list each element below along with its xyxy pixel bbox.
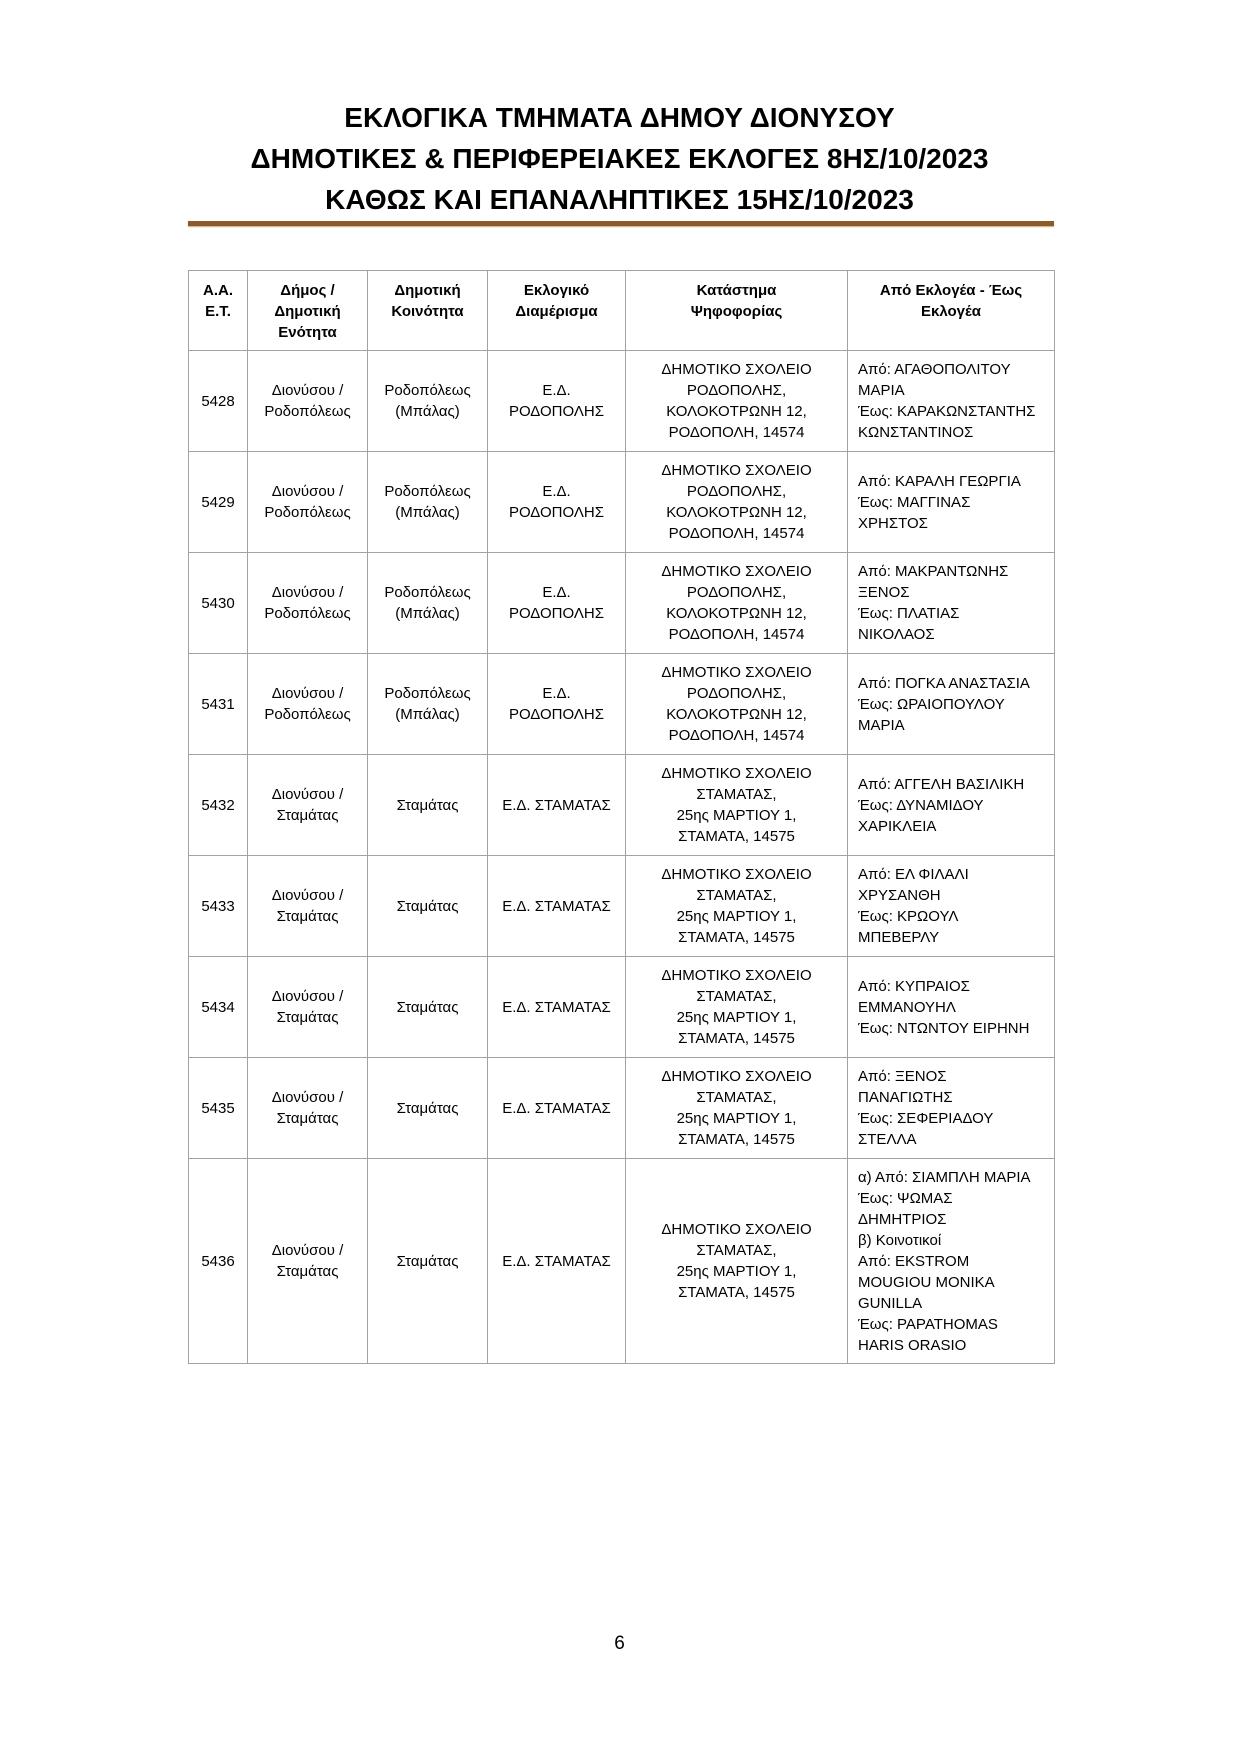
cell-line: Ροδοπόλεως	[264, 605, 351, 622]
cell-community	[368, 654, 488, 755]
cell-line: ΣΤΑΜΑΤΑΣ,	[696, 1089, 777, 1106]
cell-line: Ροδοπόλεως	[384, 382, 471, 399]
cell-line: Έως: ΚΑΡΑΚΩΝΣΤΑΝΤΗΣ	[858, 403, 1036, 420]
cell-line: Σταμάτας	[276, 1110, 339, 1127]
cell-line: Διονύσου /	[271, 786, 344, 803]
cell-line: α) Από: ΣΙΑΜΠΛΗ ΜΑΡΙΑ	[858, 1168, 1031, 1186]
cell-line: ΡΟΔΟΠΟΛΗΣ	[508, 403, 605, 420]
cell-section-number	[189, 1058, 248, 1159]
cell-polling-station	[626, 755, 848, 856]
table-row	[189, 553, 1055, 654]
cell-electoral-district	[488, 654, 626, 755]
cell-voter-range	[848, 351, 1055, 452]
cell-line: Ροδοπόλεως	[384, 685, 471, 702]
cell-line: Διονύσου /	[271, 988, 344, 1005]
cell-community	[368, 856, 488, 957]
cell-polling-station	[626, 957, 848, 1058]
cell-line: 5430	[201, 594, 235, 612]
cell-voter-range	[848, 957, 1055, 1058]
cell-electoral-district	[488, 856, 626, 957]
cell-line: Έως: PAPATHOMAS	[858, 1315, 998, 1333]
cell-line: Ροδοπόλεως	[264, 706, 351, 723]
table-row	[189, 1159, 1055, 1364]
cell-line: ΣΤΑΜΑΤΑ, 14575	[678, 1030, 795, 1047]
cell-voter-range	[848, 452, 1055, 553]
cell-electoral-district	[488, 452, 626, 553]
cell-line: Σταμάτας	[396, 897, 459, 915]
cell-line: Ε.Δ.	[542, 685, 571, 702]
column-header-municipality-unit	[248, 271, 368, 351]
cell-polling-station	[626, 1159, 848, 1364]
column-header-line: Κατάστημα	[696, 282, 777, 299]
cell-community	[368, 452, 488, 553]
cell-line: Σταμάτας	[276, 807, 339, 824]
cell-line: 5434	[201, 998, 235, 1016]
cell-line: Σταμάτας	[396, 998, 459, 1016]
cell-polling-station	[626, 553, 848, 654]
column-header-line: Δημοτική	[394, 282, 461, 299]
cell-electoral-district	[488, 755, 626, 856]
cell-section-number	[189, 957, 248, 1058]
column-header-line: Δήμος /	[280, 282, 335, 299]
cell-line: ΣΤΑΜΑΤΑΣ,	[696, 1242, 777, 1259]
cell-line: Ε.Δ. ΣΤΑΜΑΤΑΣ	[502, 1099, 611, 1117]
cell-line: ΜΑΡΙΑ	[858, 382, 905, 399]
column-header-polling-station	[626, 271, 848, 351]
cell-line: β) Κοινοτικοί	[858, 1231, 942, 1249]
title-divider	[188, 221, 1054, 226]
cell-polling-station	[626, 654, 848, 755]
cell-line: Ροδοπόλεως	[264, 403, 351, 420]
cell-line: Ε.Δ.	[542, 584, 571, 601]
cell-line: HARIS ORASIO	[858, 1336, 967, 1354]
cell-line: GUNILLA	[858, 1294, 923, 1312]
cell-line: 25ης ΜΑΡΤΙΟΥ 1,	[676, 1110, 797, 1127]
cell-line: 5432	[201, 796, 235, 814]
cell-voter-range	[848, 1058, 1055, 1159]
column-header-section-number	[189, 271, 248, 351]
cell-voter-range	[848, 553, 1055, 654]
cell-line: Από: ΑΓΓΕΛΗ ΒΑΣΙΛΙΚΗ	[858, 775, 1025, 793]
cell-line: ΕΜΜΑΝΟΥΗΛ	[858, 998, 956, 1016]
cell-line: Ε.Δ.	[542, 483, 571, 500]
cell-line: ΣΤΑΜΑΤΑ, 14575	[678, 1131, 795, 1148]
cell-line: ΔΗΜΟΤΙΚΟ ΣΧΟΛΕΙΟ	[661, 866, 812, 883]
polling-sections-table	[188, 270, 1055, 1364]
cell-electoral-district	[488, 351, 626, 452]
cell-municipality-unit	[248, 755, 368, 856]
cell-line: Έως: ΔΥΝΑΜΙΔΟΥ	[858, 796, 984, 814]
cell-line: 25ης ΜΑΡΤΙΟΥ 1,	[676, 908, 797, 925]
cell-line: ΜΑΡΙΑ	[858, 716, 905, 734]
cell-voter-range	[848, 755, 1055, 856]
cell-line: ΝΙΚΟΛΑΟΣ	[858, 626, 935, 643]
cell-line: 5428	[201, 392, 235, 410]
cell-electoral-district	[488, 957, 626, 1058]
cell-line: Σταμάτας	[396, 1099, 459, 1117]
cell-line: (Μπάλας)	[395, 706, 460, 723]
column-header-line: Εκλογικό	[523, 282, 590, 299]
cell-line: Ροδοπόλεως	[384, 483, 471, 500]
column-header-line: Εκλογέα	[920, 303, 982, 320]
cell-line: Από: ΚΑΡΑΛΗ ΓΕΩΡΓΙΑ	[858, 472, 1021, 490]
cell-line: Διονύσου /	[271, 382, 344, 399]
cell-line: MOUGIOU MONIKA	[858, 1273, 995, 1291]
cell-line: ΡΟΔΟΠΟΛΗΣ,	[686, 584, 787, 601]
cell-line: ΔΗΜΟΤΙΚΟ ΣΧΟΛΕΙΟ	[661, 462, 812, 479]
cell-line: ΡΟΔΟΠΟΛΗ, 14574	[668, 424, 805, 441]
cell-line: ΞΕΝΟΣ	[858, 584, 910, 601]
table-body	[189, 351, 1055, 1364]
cell-voter-range	[848, 1159, 1055, 1364]
cell-line: Ε.Δ. ΣΤΑΜΑΤΑΣ	[502, 796, 611, 814]
cell-line: Έως: ΜΑΓΓΙΝΑΣ	[858, 493, 971, 511]
cell-line: ΡΟΔΟΠΟΛΗΣ	[508, 605, 605, 622]
cell-community	[368, 351, 488, 452]
cell-line: ΠΑΝΑΓΙΩΤΗΣ	[858, 1089, 953, 1106]
cell-line: Έως: ΝΤΩΝΤΟΥ ΕΙΡΗΝΗ	[858, 1019, 1030, 1037]
cell-electoral-district	[488, 1058, 626, 1159]
cell-line: ΔΗΜΟΤΙΚΟ ΣΧΟΛΕΙΟ	[661, 765, 812, 782]
cell-line: Από: EKSTROM	[858, 1252, 970, 1270]
cell-section-number	[189, 351, 248, 452]
cell-line: Έως: ΣΕΦΕΡΙΑΔΟΥ	[858, 1110, 994, 1127]
cell-community	[368, 1159, 488, 1364]
cell-line: Από: ΑΓΑΘΟΠΟΛΙΤΟΥ	[858, 361, 1011, 378]
cell-line: Από: ΜΑΚΡΑΝΤΩΝΗΣ	[858, 563, 1009, 580]
cell-line: Διονύσου /	[271, 483, 344, 500]
cell-electoral-district	[488, 553, 626, 654]
cell-line: ΧΡΥΣΑΝΘΗ	[858, 887, 941, 904]
cell-municipality-unit	[248, 856, 368, 957]
cell-polling-station	[626, 856, 848, 957]
cell-section-number	[189, 856, 248, 957]
cell-line: (Μπάλας)	[395, 403, 460, 420]
cell-electoral-district	[488, 1159, 626, 1364]
cell-line: Διονύσου /	[271, 685, 344, 702]
cell-line: (Μπάλας)	[395, 605, 460, 622]
cell-line: ΣΤΑΜΑΤΑ, 14575	[678, 929, 795, 946]
cell-polling-station	[626, 1058, 848, 1159]
cell-community	[368, 957, 488, 1058]
cell-line: ΜΠΕΒΕΡΛΥ	[858, 929, 940, 946]
cell-line: 5435	[201, 1099, 235, 1117]
column-header-line: Δημοτική	[274, 303, 341, 320]
column-header-line: Από Εκλογέα - Έως	[879, 282, 1023, 299]
cell-line: ΡΟΔΟΠΟΛΗΣ	[508, 706, 605, 723]
table-header	[189, 271, 1055, 351]
cell-line: ΡΟΔΟΠΟΛΗΣ,	[686, 685, 787, 702]
cell-section-number	[189, 654, 248, 755]
cell-line: Έως: ΚΡΩΟΥΛ	[858, 908, 959, 925]
table-row	[189, 856, 1055, 957]
cell-line: ΧΡΗΣΤΟΣ	[858, 514, 928, 532]
header-row	[189, 271, 1055, 351]
cell-line: ΣΤΕΛΛΑ	[858, 1131, 917, 1148]
cell-section-number	[189, 1159, 248, 1364]
cell-line: 25ης ΜΑΡΤΙΟΥ 1,	[676, 1009, 797, 1026]
cell-line: 5431	[201, 695, 235, 713]
cell-line: ΡΟΔΟΠΟΛΗΣ,	[686, 382, 787, 399]
cell-line: ΔΗΜΟΤΙΚΟ ΣΧΟΛΕΙΟ	[661, 563, 812, 580]
cell-line: ΣΤΑΜΑΤΑΣ,	[696, 786, 777, 803]
title-line: ΔΗΜΟΤΙΚΕΣ & ΠΕΡΙΦΕΡΕΙΑΚΕΣ ΕΚΛΟΓΕΣ 8ΗΣ/10/2023	[250, 143, 989, 174]
cell-municipality-unit	[248, 452, 368, 553]
cell-section-number	[189, 755, 248, 856]
cell-line: Ροδοπόλεως	[264, 504, 351, 521]
column-header-line: Κοινότητα	[391, 303, 464, 320]
column-header-community	[368, 271, 488, 351]
cell-line: ΣΤΑΜΑΤΑΣ,	[696, 887, 777, 904]
cell-line: ΔΗΜΗΤΡΙΟΣ	[858, 1210, 947, 1228]
cell-line: Έως: ΠΛΑΤΙΑΣ	[858, 605, 960, 622]
cell-line: ΚΟΛΟΚΟΤΡΩΝΗ 12,	[666, 403, 807, 420]
cell-line: Από: ΚΥΠΡΑΙΟΣ	[858, 977, 970, 995]
cell-line: Διονύσου /	[271, 584, 344, 601]
cell-line: ΔΗΜΟΤΙΚΟ ΣΧΟΛΕΙΟ	[661, 967, 812, 984]
cell-line: Ε.Δ. ΣΤΑΜΑΤΑΣ	[502, 1252, 611, 1270]
cell-line: ΡΟΔΟΠΟΛΗΣ,	[686, 483, 787, 500]
cell-community	[368, 755, 488, 856]
cell-line: ΡΟΔΟΠΟΛΗ, 14574	[668, 727, 805, 744]
cell-line: ΔΗΜΟΤΙΚΟ ΣΧΟΛΕΙΟ	[661, 664, 812, 681]
table-row	[189, 452, 1055, 553]
cell-line: ΡΟΔΟΠΟΛΗΣ	[508, 504, 605, 521]
cell-line: 25ης ΜΑΡΤΙΟΥ 1,	[676, 807, 797, 824]
cell-line: Από: ΞΕΝΟΣ	[858, 1068, 947, 1085]
cell-line: ΣΤΑΜΑΤΑΣ,	[696, 988, 777, 1005]
cell-line: Σταμάτας	[396, 796, 459, 814]
column-header-electoral-district	[488, 271, 626, 351]
table-row	[189, 351, 1055, 452]
column-header-line: Α.Α.	[203, 282, 233, 299]
cell-municipality-unit	[248, 1159, 368, 1364]
cell-line: 5429	[201, 493, 235, 511]
cell-polling-station	[626, 351, 848, 452]
column-header-line: Ενότητα	[278, 324, 337, 341]
cell-line: ΔΗΜΟΤΙΚΟ ΣΧΟΛΕΙΟ	[661, 361, 812, 378]
cell-section-number	[189, 553, 248, 654]
cell-line: Σταμάτας	[276, 908, 339, 925]
cell-line: ΚΟΛΟΚΟΤΡΩΝΗ 12,	[666, 504, 807, 521]
table-row	[189, 957, 1055, 1058]
cell-line: Σταμάτας	[276, 1009, 339, 1026]
cell-line: ΔΗΜΟΤΙΚΟ ΣΧΟΛΕΙΟ	[661, 1068, 812, 1085]
cell-line: 25ης ΜΑΡΤΙΟΥ 1,	[676, 1263, 797, 1280]
cell-municipality-unit	[248, 1058, 368, 1159]
cell-voter-range	[848, 856, 1055, 957]
cell-line: Σταμάτας	[396, 1252, 459, 1270]
cell-line: ΡΟΔΟΠΟΛΗ, 14574	[668, 525, 805, 542]
cell-line: ΚΩΝΣΤΑΝΤΙΝΟΣ	[858, 424, 974, 441]
title-line: ΚΑΘΩΣ ΚΑΙ ΕΠΑΝΑΛΗΠΤΙΚΕΣ 15ΗΣ/10/2023	[325, 184, 914, 215]
cell-section-number	[189, 452, 248, 553]
cell-municipality-unit	[248, 957, 368, 1058]
column-header-voter-range	[848, 271, 1055, 351]
cell-line: ΚΟΛΟΚΟΤΡΩΝΗ 12,	[666, 706, 807, 723]
cell-municipality-unit	[248, 654, 368, 755]
table-row	[189, 654, 1055, 755]
cell-line: Διονύσου /	[271, 887, 344, 904]
cell-line: Έως: ΨΩΜΑΣ	[858, 1189, 953, 1207]
cell-line: ΣΤΑΜΑΤΑ, 14575	[678, 828, 795, 845]
cell-municipality-unit	[248, 553, 368, 654]
cell-community	[368, 553, 488, 654]
table-row	[189, 755, 1055, 856]
column-header-line: Ε.Τ.	[205, 303, 231, 320]
cell-line: ΚΟΛΟΚΟΤΡΩΝΗ 12,	[666, 605, 807, 622]
document-title	[0, 97, 1239, 220]
cell-line: Σταμάτας	[276, 1263, 339, 1280]
cell-line: Ε.Δ. ΣΤΑΜΑΤΑΣ	[502, 998, 611, 1016]
cell-line: Ε.Δ.	[542, 382, 571, 399]
cell-municipality-unit	[248, 351, 368, 452]
cell-line: ΣΤΑΜΑΤΑ, 14575	[678, 1284, 795, 1301]
cell-line: Ροδοπόλεως	[384, 584, 471, 601]
table-row	[189, 1058, 1055, 1159]
cell-line: Διονύσου /	[271, 1089, 344, 1106]
cell-line: ΡΟΔΟΠΟΛΗ, 14574	[668, 626, 805, 643]
title-line: ΕΚΛΟΓΙΚΑ ΤΜΗΜΑΤΑ ΔΗΜΟΥ ΔΙΟΝΥΣΟΥ	[344, 102, 895, 133]
cell-line: Έως: ΩΡΑΙΟΠΟΥΛΟΥ	[858, 695, 1005, 713]
column-header-line: Διαμέρισμα	[515, 303, 598, 320]
cell-line: 5436	[201, 1252, 235, 1270]
cell-line: Από: ΕΛ ΦΙΛΑΛΙ	[858, 866, 969, 883]
cell-line: Ε.Δ. ΣΤΑΜΑΤΑΣ	[502, 897, 611, 915]
cell-line: (Μπάλας)	[395, 504, 460, 521]
cell-line: 5433	[201, 897, 235, 915]
cell-line: Διονύσου /	[271, 1242, 344, 1259]
cell-line: Από: ΠΟΓΚΑ ΑΝΑΣΤΑΣΙΑ	[858, 674, 1030, 692]
cell-line: ΔΗΜΟΤΙΚΟ ΣΧΟΛΕΙΟ	[661, 1221, 812, 1238]
cell-line: ΧΑΡΙΚΛΕΙΑ	[858, 817, 937, 835]
cell-polling-station	[626, 452, 848, 553]
cell-voter-range	[848, 654, 1055, 755]
column-header-line: Ψηφοφορίας	[690, 303, 783, 320]
page-number: 6	[614, 1633, 625, 1654]
cell-community	[368, 1058, 488, 1159]
